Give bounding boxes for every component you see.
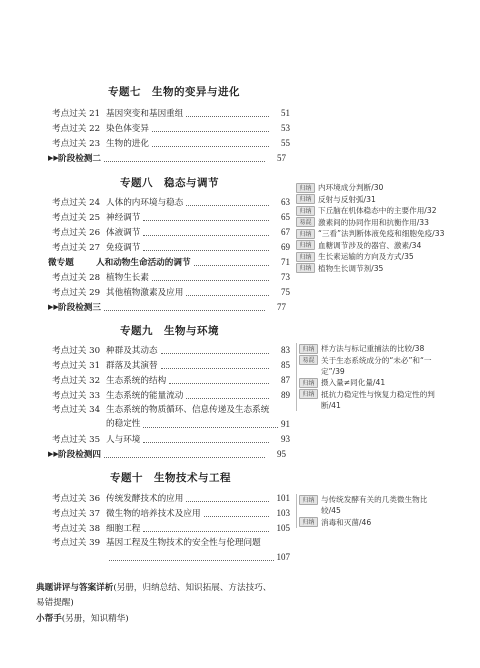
topic-9-title: 专题九 生物与环境	[120, 325, 219, 337]
toc-page: 53	[281, 123, 290, 133]
toc-row-stage-test[interactable]	[48, 300, 286, 314]
toc-key: 考点过关 30	[52, 346, 101, 356]
toc-key: 考点过关 25	[52, 213, 101, 223]
note-tag: 归纳	[299, 378, 318, 388]
leader-dots	[143, 531, 269, 532]
side-note	[299, 517, 446, 528]
toc-key: 考点过关 27	[52, 243, 101, 253]
toc-page: 105	[276, 523, 290, 533]
note-tag: 归纳	[296, 206, 315, 216]
toc-key: 考点过关 29	[52, 288, 101, 298]
toc-page: 101	[276, 493, 290, 503]
side-note	[296, 228, 446, 239]
toc-title: 人和动物生命活动的调节	[96, 258, 191, 268]
side-note	[296, 240, 446, 251]
toc-row[interactable]	[52, 136, 290, 150]
toc-row[interactable]	[52, 491, 290, 505]
note-tag: 归纳	[299, 389, 318, 399]
toc-title-continued	[106, 417, 290, 431]
toc-row[interactable]	[52, 373, 290, 387]
leader-dots	[186, 398, 269, 399]
side-note	[296, 251, 446, 262]
note-text: 血糖调节涉及的器官、激素/34	[318, 240, 422, 250]
toc-page: 77	[277, 302, 286, 312]
toc-key: 微专题	[48, 258, 74, 268]
toc-row-stage-test[interactable]	[48, 151, 286, 165]
toc-row[interactable]	[52, 432, 290, 446]
leader-dots	[186, 116, 269, 117]
toc-page: 63	[281, 197, 290, 207]
side-note	[296, 205, 446, 216]
note-tag: 归纳	[299, 344, 318, 354]
toc-key: 考点过关 34	[52, 405, 101, 415]
note-text: 摄入量≠同化量/41	[321, 378, 386, 387]
toc-key: 考点过关 28	[52, 273, 101, 283]
toc-key: 考点过关 31	[52, 361, 101, 371]
helper-booklet-line	[36, 612, 129, 624]
leader-dots	[186, 295, 269, 296]
toc-page: 67	[281, 227, 290, 237]
toc-key: 考点过关 36	[52, 494, 101, 504]
toc-title: 群落及其演替	[106, 361, 158, 371]
toc-row[interactable]	[52, 285, 290, 299]
toc-title: 免疫调节	[106, 243, 141, 253]
note-tag: 归纳	[299, 495, 318, 505]
side-note	[299, 377, 446, 388]
topic-10-side-notes	[296, 494, 446, 528]
toc-title: 细胞工程	[106, 524, 141, 534]
toc-row[interactable]	[52, 240, 290, 254]
leader-dots	[109, 560, 274, 561]
note-text: 抵抗力稳定性与恢复力稳定性的判断/41	[321, 389, 435, 410]
toc-title: 生态系统的物质循环、信息传递及生态系统	[106, 405, 270, 415]
double-arrow-icon: ▶▶	[48, 154, 59, 162]
toc-row-micro-topic[interactable]	[48, 255, 290, 269]
toc-key: 考点过关 21	[52, 109, 101, 119]
toc-row[interactable]	[52, 388, 290, 402]
toc-page: 71	[281, 257, 290, 267]
toc-row[interactable]	[52, 358, 290, 372]
note-text: 反射与反射弧/31	[318, 194, 376, 204]
toc-row[interactable]	[52, 506, 290, 520]
leader-dots	[152, 146, 269, 147]
answer-booklet-note-2: 易错提醒)	[36, 598, 74, 608]
toc-key: 考点过关 26	[52, 228, 101, 238]
leader-dots	[169, 383, 269, 384]
toc-title: 基因突变和基因重组	[106, 109, 184, 119]
toc-title: 传统发酵技术的应用	[106, 494, 184, 504]
toc-row[interactable]	[52, 270, 290, 284]
toc-page: 75	[281, 287, 290, 297]
toc-key: 考点过关 33	[52, 391, 101, 401]
helper-booklet-note: (另册，知识精华)	[61, 614, 129, 624]
toc-row[interactable]	[52, 121, 290, 135]
toc-title: 染色体变异	[106, 124, 149, 134]
side-note	[299, 343, 446, 354]
toc-page: 93	[281, 434, 290, 444]
toc-row-stage-test[interactable]	[48, 447, 286, 461]
note-tag: 归纳	[299, 517, 318, 527]
leader-dots	[186, 205, 269, 206]
toc-page: 69	[281, 242, 290, 252]
toc-key: 考点过关 24	[52, 198, 101, 208]
note-tag: 归纳	[296, 252, 315, 262]
side-note	[296, 182, 446, 193]
toc-page: 83	[281, 345, 290, 355]
leader-dots	[143, 250, 269, 251]
note-text: 内环境成分判断/30	[318, 183, 384, 192]
toc-row[interactable]	[52, 195, 290, 209]
toc-title: 基因工程及生物技术的安全性与伦理问题	[106, 538, 261, 548]
toc-title-continued	[106, 550, 290, 564]
toc-page: 95	[277, 449, 286, 459]
toc-title: 阶段检测三	[58, 303, 101, 313]
double-arrow-icon: ▶▶	[48, 450, 59, 458]
answer-booklet-title: 典题讲评与答案详析	[36, 583, 114, 593]
leader-dots	[161, 368, 269, 369]
toc-title: 其他植物激素及应用	[106, 288, 184, 298]
side-note	[296, 217, 446, 228]
toc-title: 植物生长素	[106, 273, 149, 283]
leader-dots	[104, 310, 265, 311]
toc-title: 种群及其动态	[106, 346, 158, 356]
toc-page: 55	[281, 138, 290, 148]
toc-key: 考点过关 32	[52, 376, 101, 386]
note-text: 植物生长调节剂/35	[318, 263, 384, 273]
toc-key: 考点过关 37	[52, 509, 101, 519]
note-text: 样方法与标记重捕法的比较/38	[321, 344, 425, 353]
toc-title: 阶段检测四	[58, 450, 101, 460]
note-tag: 归纳	[296, 229, 315, 239]
toc-title: 微生物的培养技术及应用	[106, 509, 201, 519]
toc-key: 考点过关 35	[52, 435, 101, 445]
toc-title: 生态系统的结构	[106, 376, 167, 386]
leader-dots	[194, 265, 269, 266]
toc-page: 73	[281, 272, 290, 282]
note-tag: 归纳	[296, 263, 315, 273]
note-tag: 归纳	[296, 194, 315, 204]
leader-dots	[143, 220, 269, 221]
toc-key: 考点过关 22	[52, 124, 101, 134]
toc-title: 人与环境	[106, 435, 141, 445]
toc-page: 51	[281, 108, 290, 118]
side-note	[299, 494, 446, 516]
leader-dots	[143, 427, 278, 428]
toc-key: 考点过关 38	[52, 524, 101, 534]
note-text: 下丘脑在机体稳态中的主要作用/32	[318, 206, 437, 215]
toc-row[interactable]	[52, 210, 290, 224]
toc-page: 103	[276, 508, 290, 518]
leader-dots	[152, 280, 269, 281]
topic-8-side-notes	[296, 182, 446, 274]
toc-row[interactable]	[52, 343, 290, 357]
leader-dots	[186, 501, 269, 502]
note-tag: 归纳	[296, 240, 315, 250]
note-text: “三看”法判断体液免疫和细胞免疫/33	[318, 229, 445, 238]
note-text: 消毒和灭菌/46	[321, 517, 372, 527]
toc-row-two-line[interactable]	[52, 403, 290, 431]
toc-page: 107	[276, 552, 290, 562]
note-text: 生长素运输的方向及方式/35	[318, 252, 414, 261]
toc-page: 87	[281, 375, 290, 385]
topic-8-title: 专题八 稳态与调节	[120, 177, 219, 189]
answer-booklet-line	[36, 581, 271, 593]
toc-page: 65	[281, 212, 290, 222]
leader-dots	[104, 457, 265, 458]
leader-dots	[143, 235, 269, 236]
toc-page: 89	[281, 390, 290, 400]
note-text: 激素间的协同作用和抗衡作用/33	[318, 217, 429, 227]
topic-9-side-notes	[296, 343, 446, 411]
note-tag: 归纳	[296, 183, 315, 193]
leader-dots	[204, 516, 269, 517]
side-note	[296, 194, 446, 205]
leader-dots	[104, 161, 265, 162]
toc-title: 神经调节	[106, 213, 141, 223]
leader-dots	[143, 442, 269, 443]
note-tag: 易混	[296, 217, 315, 227]
toc-page: 57	[277, 153, 286, 163]
topic-10-title: 专题十 生物技术与工程	[110, 472, 231, 484]
leader-dots	[161, 353, 269, 354]
leader-dots	[152, 131, 269, 132]
toc-key: 考点过关 39	[52, 538, 101, 548]
answer-booklet-line-2	[36, 596, 74, 608]
toc-title: 生态系统的能量流动	[106, 391, 184, 401]
toc-title: 生物的进化	[106, 139, 149, 149]
toc-title: 人体的内环境与稳态	[106, 198, 184, 208]
toc-title-line-2: 的稳定性	[106, 419, 141, 429]
side-note	[299, 355, 446, 377]
toc-row-two-line[interactable]	[52, 536, 290, 564]
toc-page: 85	[281, 360, 290, 370]
note-tag: 易混	[299, 355, 318, 365]
toc-row[interactable]	[52, 225, 290, 239]
toc-key: 考点过关 23	[52, 139, 101, 149]
note-text: 关于生态系统成分的“未必”和“一定”/39	[321, 355, 432, 376]
toc-title: 体液调节	[106, 228, 141, 238]
topic-7-title: 专题七 生物的变异与进化	[108, 86, 240, 98]
toc-row[interactable]	[52, 106, 290, 120]
double-arrow-icon: ▶▶	[48, 303, 59, 311]
side-note	[299, 389, 446, 411]
note-text: 与传统发酵有关的几类微生物比较/45	[321, 495, 428, 515]
toc-row[interactable]	[52, 521, 290, 535]
helper-booklet-title: 小帮手	[36, 614, 62, 624]
side-note	[296, 263, 446, 274]
toc-title: 阶段检测二	[58, 154, 101, 164]
toc-page: 91	[281, 419, 290, 429]
answer-booklet-note: (另册，归纳总结、知识拓展、方法技巧、	[113, 583, 272, 593]
